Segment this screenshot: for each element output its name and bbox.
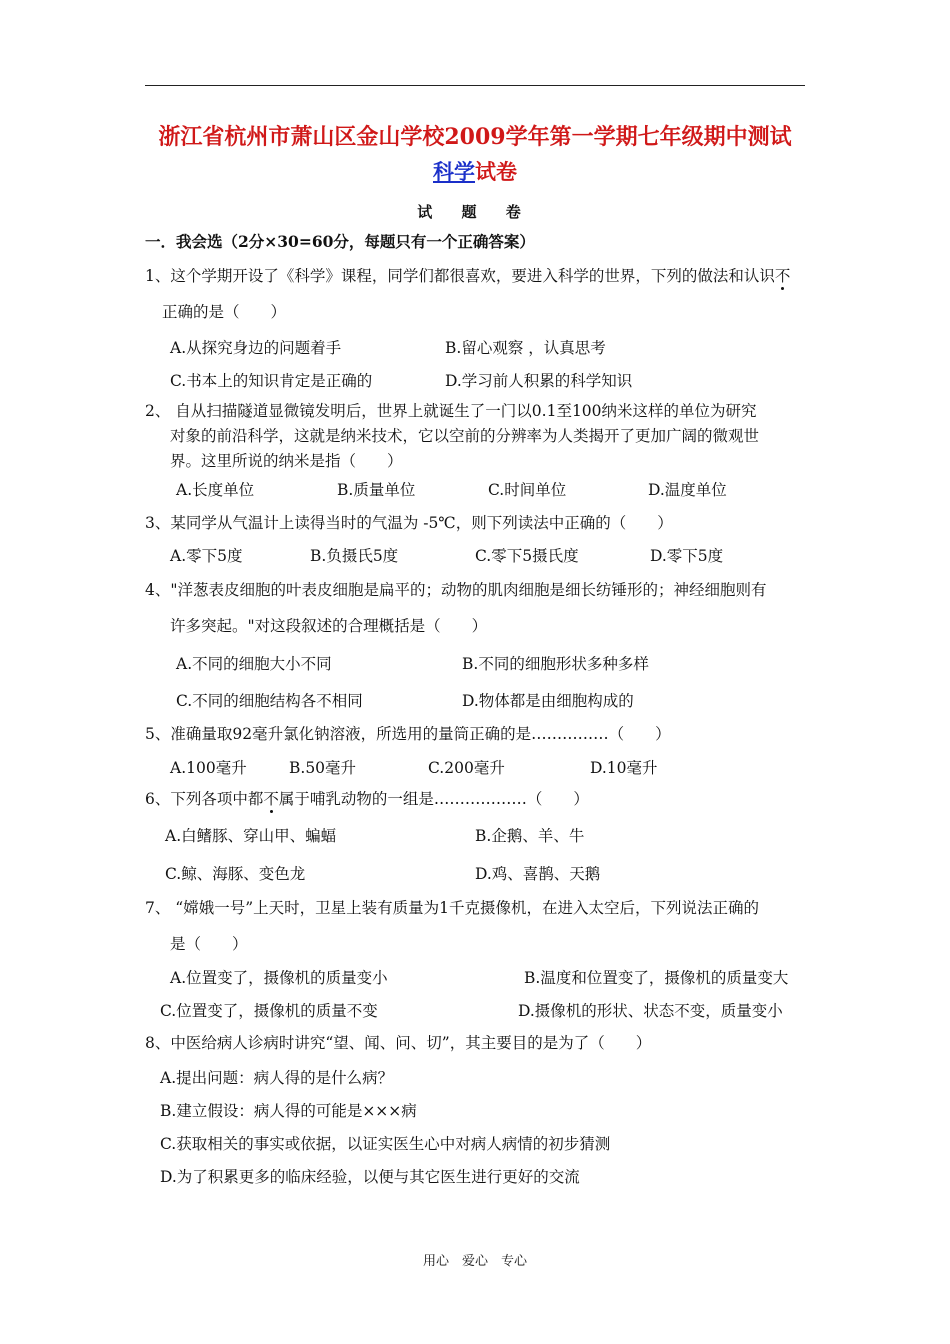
q7-stem-line1: 7、 “嫦娥一号”上天时，卫星上装有质量为1千克摄像机，在进入太空后，下列说法正确的 xyxy=(145,899,760,917)
q2-stem-line1: 2、 自从扫描隧道显微镜发明后，世界上就诞生了一门以0.1至100纳米这样的单位为研究 xyxy=(145,402,757,420)
q2-option-c: C.时间单位 xyxy=(488,481,567,499)
q4-option-d: D.物体都是由细胞构成的 xyxy=(462,692,634,710)
q2-option-a: A.长度单位 xyxy=(176,481,255,499)
q6-stem-text-rest: 属于哺乳动物的一组是………………（ ） xyxy=(278,790,589,808)
q6-stem xyxy=(145,789,589,809)
q1-option-c: C.书本上的知识肯定是正确的 xyxy=(170,372,373,390)
q3-option-b: B.负摄氏5度 xyxy=(310,547,399,565)
q4-option-b: B.不同的细胞形状多种多样 xyxy=(462,655,649,673)
q7-stem-line2: 是（ ） xyxy=(170,935,248,953)
q6-stem-text: 6、下列各项中都 xyxy=(145,790,264,808)
q1-stem-cont: 正确的是（ ） xyxy=(162,303,287,321)
q1-stem xyxy=(145,266,790,286)
q5-stem: 5、准确量取92毫升氯化钠溶液，所选用的量筒正确的是……………（ ） xyxy=(145,725,671,743)
q6-option-d: D.鸡、喜鹊、天鹅 xyxy=(475,865,601,883)
q8-option-c: C.获取相关的事实或依据，以证实医生心中对病人病情的初步猜测 xyxy=(160,1135,611,1153)
q3-option-d: D.零下5度 xyxy=(650,547,724,565)
q8-option-a: A.提出问题：病人得的是什么病？ xyxy=(160,1069,394,1087)
q4-stem-line2: 许多突起。"对这段叙述的合理概括是（ ） xyxy=(170,617,488,635)
header-rule xyxy=(145,85,805,86)
q8-option-d: D.为了积累更多的临床经验，以便与其它医生进行更好的交流 xyxy=(160,1168,580,1186)
q7-option-a: A.位置变了，摄像机的质量变小 xyxy=(170,969,388,987)
q7-option-d: D.摄像机的形状、状态不变，质量变小 xyxy=(518,1002,783,1020)
q1-option-d: D.学习前人积累的科学知识 xyxy=(445,372,633,390)
q1-emphasis: 不 xyxy=(774,267,791,285)
q3-option-a: A.零下5度 xyxy=(170,547,243,565)
q6-option-b: B.企鹅、羊、牛 xyxy=(475,827,585,845)
q1-option-a: A.从探究身边的问题着手 xyxy=(170,339,342,357)
q7-option-c: C.位置变了，摄像机的质量不变 xyxy=(160,1002,378,1020)
q2-stem-line3: 界。这里所说的纳米是指（ ） xyxy=(170,452,403,470)
paper-label: 试 题 卷 xyxy=(417,203,533,221)
subject-title-rest: 试卷 xyxy=(475,159,517,184)
q8-stem: 8、中医给病人诊病时讲究“望、闻、问、切”，其主要目的是为了（ ） xyxy=(145,1034,652,1052)
q6-option-c: C.鲸、海豚、变色龙 xyxy=(165,865,306,883)
q8-option-b: B.建立假设：病人得的可能是×××病 xyxy=(160,1102,417,1120)
q5-option-a: A.100毫升 xyxy=(170,759,247,777)
q4-option-a: A.不同的细胞大小不同 xyxy=(176,655,332,673)
exam-title: 浙江省杭州市萧山区金山学校2009学年第一学期七年级期中测试 xyxy=(158,124,792,150)
q7-option-b: B.温度和位置变了，摄像机的质量变大 xyxy=(524,969,789,987)
exam-subject-title xyxy=(0,158,950,186)
subject-link[interactable]: 科学 xyxy=(433,159,475,184)
q5-option-c: C.200毫升 xyxy=(428,759,505,777)
q4-stem-line1: 4、"洋葱表皮细胞的叶表皮细胞是扁平的；动物的肌肉细胞是细长纺锤形的；神经细胞则有 xyxy=(145,581,767,599)
q6-option-a: A.白鳍豚、穿山甲、蝙蝠 xyxy=(165,827,337,845)
q2-option-b: B.质量单位 xyxy=(337,481,416,499)
q5-option-b: B.50毫升 xyxy=(289,759,357,777)
page-footer: 用心 爱心 专心 xyxy=(422,1254,527,1269)
q1-option-b: B.留心观察 ，认真思考 xyxy=(445,339,606,357)
q6-emphasis: 不 xyxy=(263,790,279,808)
q2-option-d: D.温度单位 xyxy=(648,481,727,499)
section-heading: 一．我会选（2分×30=60分，每题只有一个正确答案） xyxy=(145,232,535,251)
q4-option-c: C.不同的细胞结构各不相同 xyxy=(176,692,363,710)
q5-option-d: D.10毫升 xyxy=(590,759,658,777)
q3-stem: 3、某同学从气温计上读得当时的气温为 -5℃，则下列读法中正确的（ ） xyxy=(145,514,673,532)
q3-option-c: C.零下5摄氏度 xyxy=(475,547,579,565)
q1-stem-text: 1、这个学期开设了《科学》课程，同学们都很喜欢，要进入科学的世界，下列的做法和认识 xyxy=(145,267,775,285)
q2-stem-line2: 对象的前沿科学，这就是纳米技术，它以空前的分辨率为人类揭开了更加广阔的微观世 xyxy=(170,427,760,445)
